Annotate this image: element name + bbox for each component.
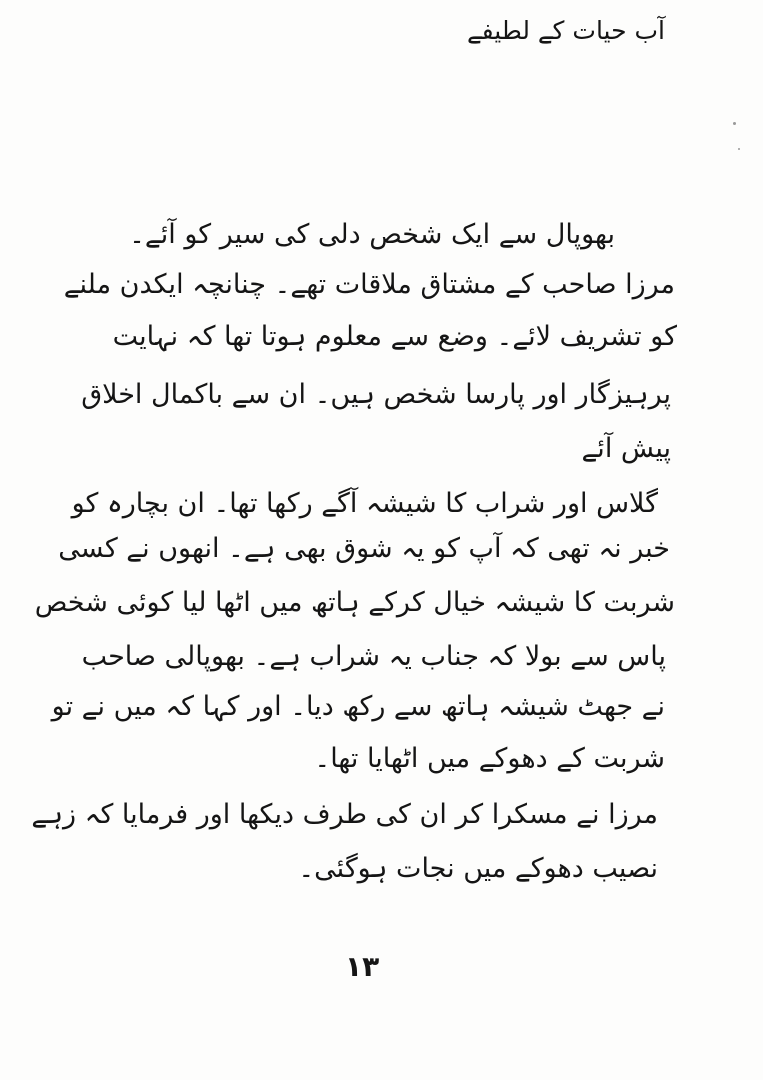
text-line: مرزا صاحب کے مشتاق ملاقات تھے۔ چنانچہ ایکدن ملنے [63,269,675,300]
text-line: نصیب دھوکے میں نجات ہوگئی۔ [298,853,658,884]
text-line: پرہیزگار اور پارسا شخص ہیں۔ ان سے باکمال اخلاق [81,379,671,410]
scan-speck [733,122,736,125]
text-line: مرزا نے مسکرا کر ان کی طرف دیکھا اور فرمایا کہ زہے [31,799,658,830]
text-line: شربت کے دھوکے میں اٹھایا تھا۔ [314,743,665,774]
text-line: کو تشریف لائے۔ وضع سے معلوم ہوتا تھا کہ نہایت [112,321,677,352]
scan-speck [738,148,740,150]
page-number: ۱۳ [345,950,380,983]
text-line: بھوپال سے ایک شخص دلی کی سیر کو آئے۔ [129,219,615,250]
text-line: شربت کا شیشہ خیال کرکے ہاتھ میں اٹھا لیا کوئی شخص [34,587,675,618]
text-line: پاس سے بولا کہ جناب یہ شراب ہے۔ بھوپالی صاحب [81,641,666,672]
text-line: خبر نہ تھی کہ آپ کو یہ شوق بھی ہے۔ انھوں نے کسی [58,533,670,564]
text-line: نے جھٹ شیشہ ہاتھ سے رکھ دیا۔ اور کہا کہ میں نے تو [51,691,665,722]
text-line: گلاس اور شراب کا شیشہ آگے رکھا تھا۔ ان بچارہ کو [71,488,658,519]
running-header: آب حیات کے لطیفے [467,16,665,45]
text-line: پیش آئے [581,433,671,464]
